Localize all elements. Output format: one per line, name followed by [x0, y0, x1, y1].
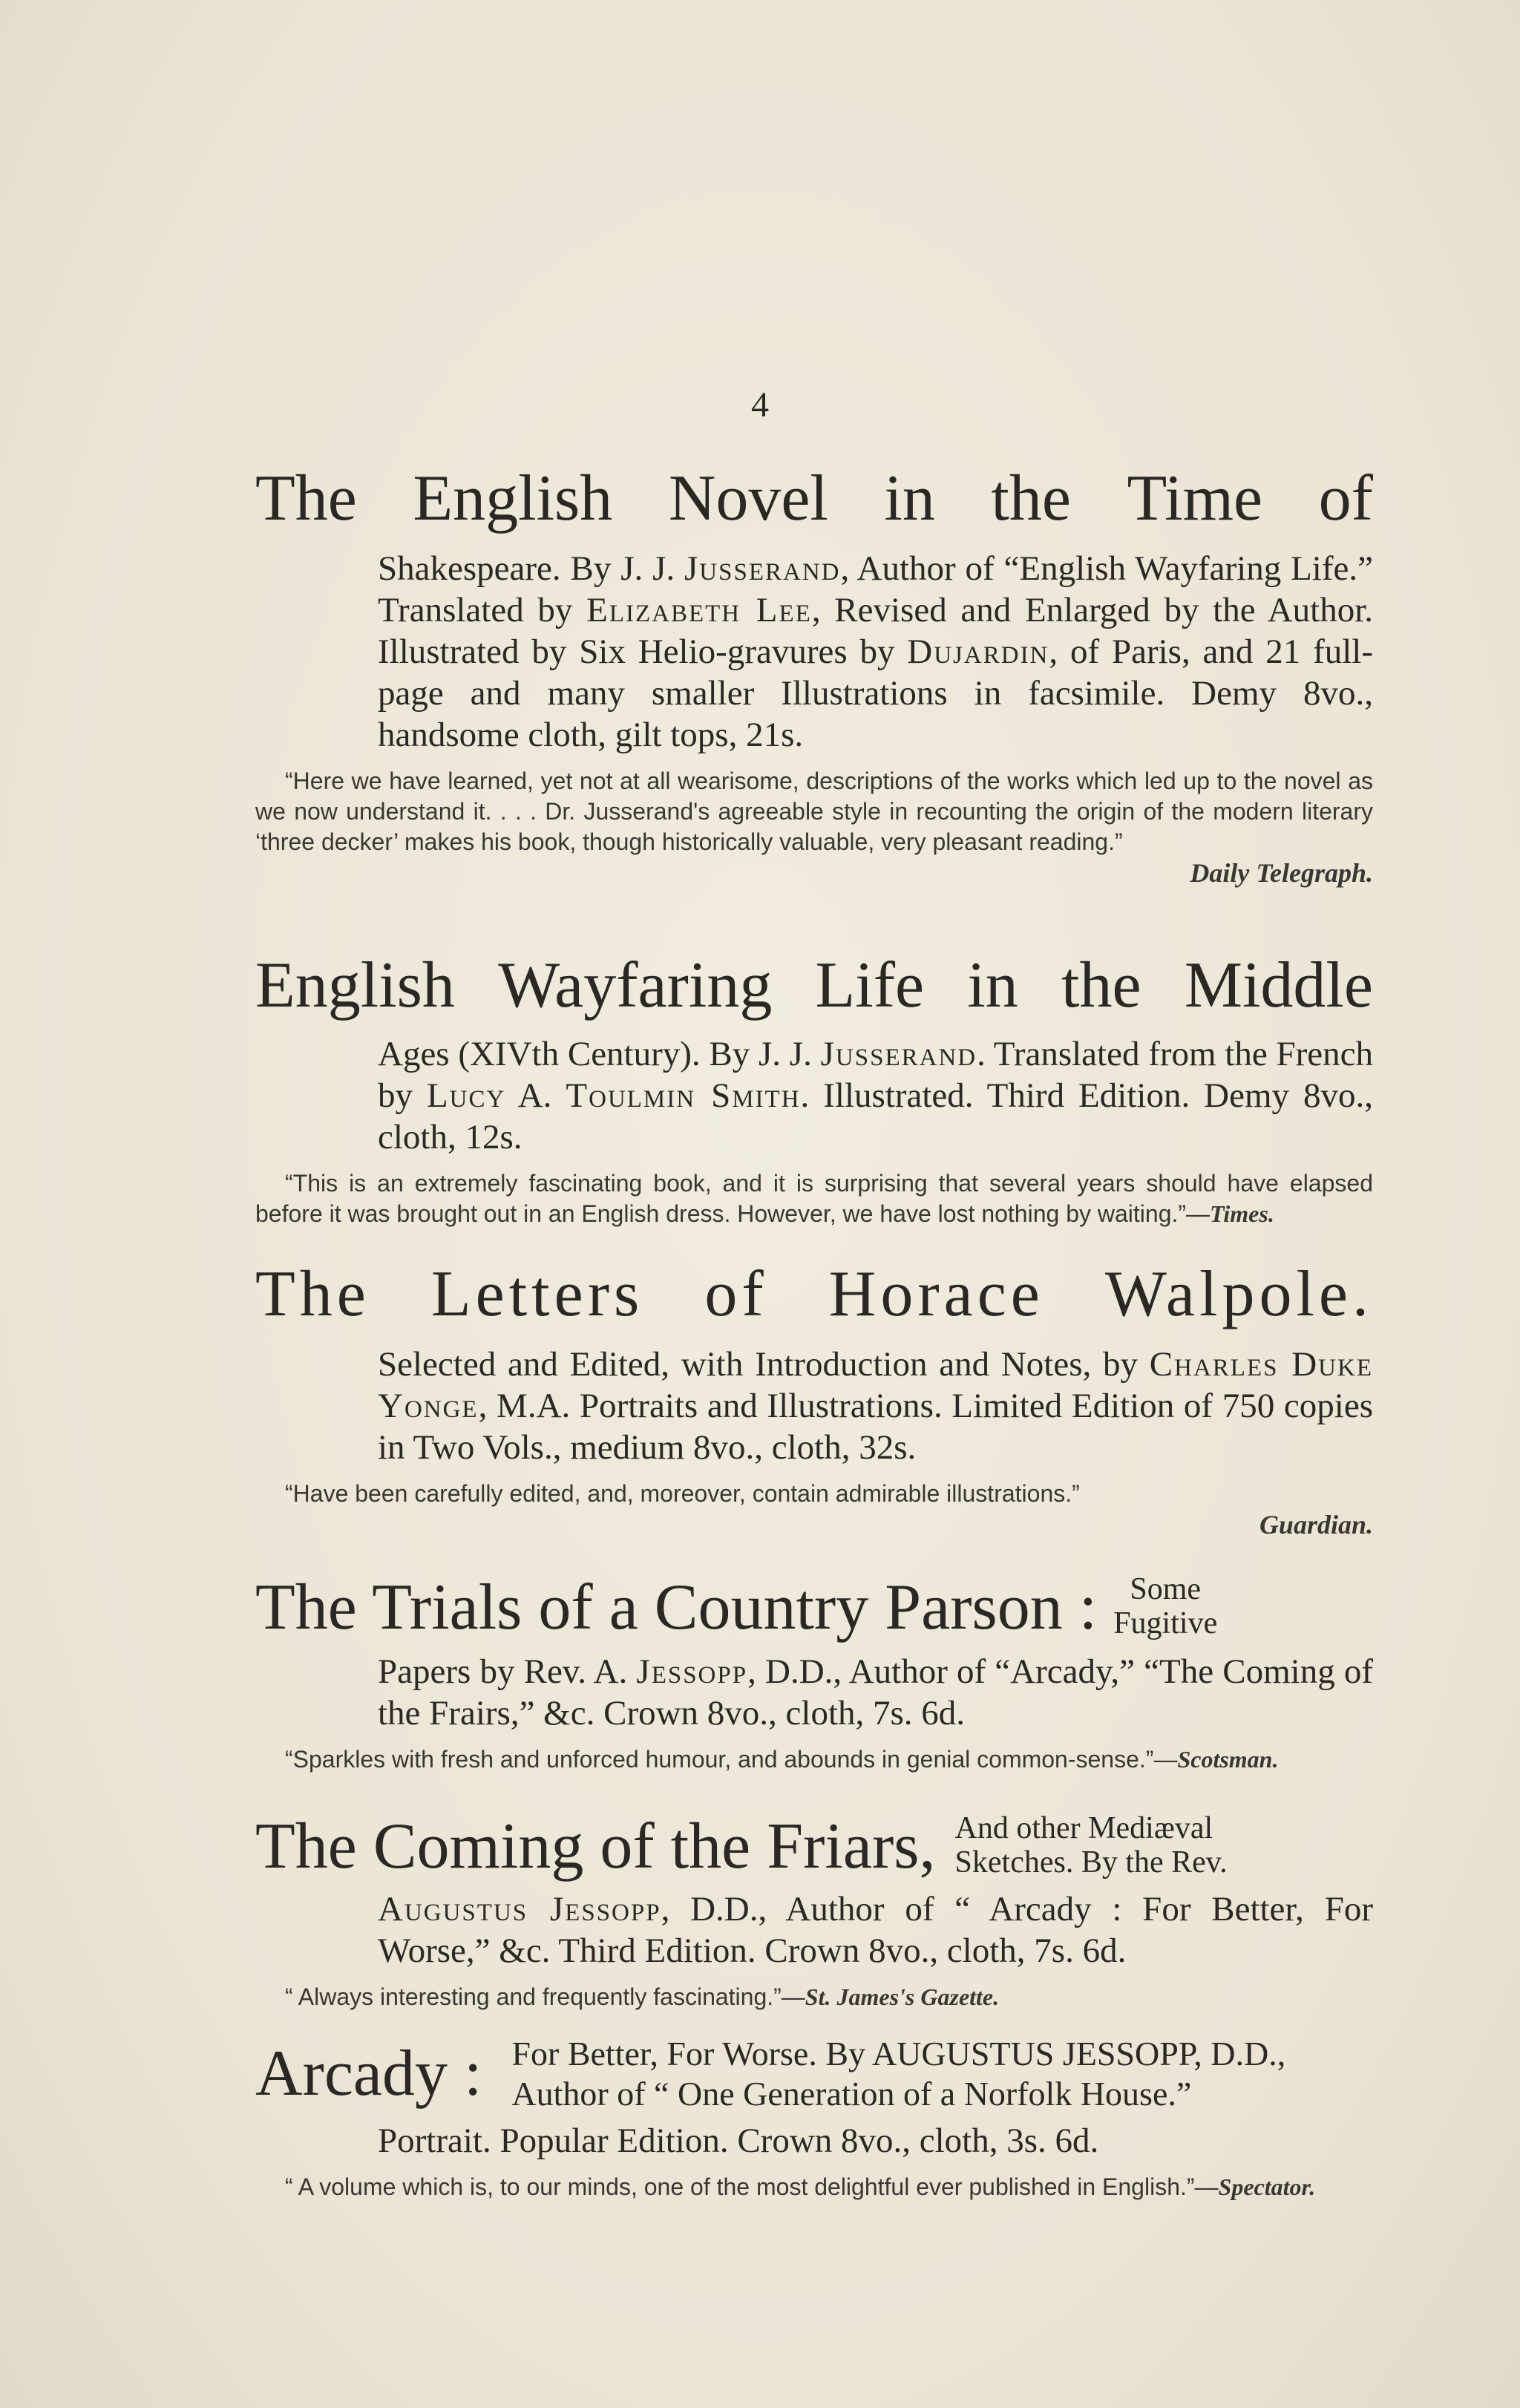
title-word: Walpole. [1104, 1258, 1373, 1330]
title-word: Life [815, 949, 925, 1021]
entry-subtitle [511, 2034, 1285, 2114]
review-text: “Here we have learned, yet not at all wearisome, descriptions of the works which led up to the novel as we now understand it. . . . Dr. Jusserand's agreeable style in recounting the origin of the modern literary ‘three decker’ makes his book, though historically valuable, very pleasant reading.” [255, 768, 1373, 855]
review-quote [255, 1982, 1373, 2012]
review-source: Guardian. [1259, 1510, 1373, 1540]
title-word: the [1061, 949, 1141, 1021]
review-source: Scotsman. [1177, 1746, 1279, 1773]
entry-description: Papers by Rev. A. Jessopp, D.D., Author of “Arcady,” “The Coming of the Frairs,” &c. Crown 8vo., cloth, 7s. 6d. [378, 1652, 1374, 1733]
title-word: the [991, 462, 1071, 534]
entry-description: Selected and Edited, with Introduction and Notes, by Charles Duke Yonge, M.A. Portraits and Illustrations. Limited Edition of 750 copies in Two Vols., medium 8vo., cloth, 32s. [378, 1345, 1373, 1467]
title-word: Wayfaring [498, 949, 773, 1021]
entry-title: The Trials of a Country Parson : [255, 1571, 1098, 1643]
entry-title [255, 1258, 1373, 1330]
review-quote [255, 1479, 1373, 1509]
subtitle-line: Fugitive [1113, 1606, 1218, 1640]
entry-description: Portrait. Popular Edition. Crown 8vo., cloth, 3s. 6d. [378, 2121, 1099, 2160]
title-word: of [1318, 462, 1373, 534]
review-quote [255, 1744, 1373, 1775]
title-word: in [967, 949, 1018, 1021]
review-source: Daily Telegraph. [1190, 858, 1373, 888]
entry-description: Ages (XIVth Century). By J. J. Jusserand. Translated from the French by Lucy A. Toulmin Smith. Illustrated. Third Edition. Demy 8vo., cloth, 12s. [378, 1035, 1374, 1156]
title-word: The [255, 462, 357, 534]
review-text: “Sparkles with fresh and unforced humour, and abounds in genial common-sense.”— [285, 1746, 1178, 1773]
entry-title [255, 949, 1373, 1021]
entry-coming-of-friars [255, 1811, 1373, 2012]
entry-trials-country-parson [255, 1572, 1373, 1775]
title-word: Horace [828, 1258, 1044, 1330]
entry-description: Augustus Jessopp, D.D., Author of “ Arcady : For Better, For Worse,” &c. Third Edition. Crown 8vo., cloth, 7s. 6d. [378, 1890, 1373, 1970]
title-word: of [704, 1258, 768, 1330]
entry-arcady [255, 2034, 1373, 2202]
entry-english-novel [255, 462, 1373, 889]
title-word: Novel [668, 462, 828, 534]
title-word: Time [1127, 462, 1263, 534]
review-text: “Have been carefully edited, and, moreover, contain admirable illustrations.” [285, 1480, 1080, 1507]
title-word: English [413, 462, 613, 534]
entry-heading [255, 2034, 1373, 2114]
review-quote [255, 2172, 1373, 2202]
subtitle-line: Author of “ One Generation of a Norfolk House.” [511, 2075, 1192, 2113]
entry-horace-walpole [255, 1258, 1373, 1540]
page-number: 4 [751, 385, 769, 425]
title-word: in [884, 462, 935, 534]
title-word: English [255, 949, 455, 1021]
entry-title: The Coming of the Friars, [255, 1810, 936, 1882]
title-word: The [255, 1258, 370, 1330]
entry-heading [255, 1810, 1373, 1882]
subtitle-line: And other Mediæval [954, 1811, 1213, 1845]
review-source: St. James's Gazette. [805, 1983, 1000, 2010]
entry-subtitle [955, 1811, 1228, 1879]
review-text: “This is an extremely fascinating book, and it is surprising that several years should have elapsed before it was brought out in an English dress. However, we have lost nothing by waiting.”— [255, 1170, 1373, 1227]
subtitle-line: Some [1130, 1572, 1202, 1606]
review-text: “ A volume which is, to our minds, one of the most delightful ever published in English.”— [285, 2173, 1219, 2200]
subtitle-line: For Better, For Worse. By AUGUSTUS JESSOPP, D.D., [511, 2035, 1286, 2072]
subtitle-line: Sketches. By the Rev. [954, 1845, 1228, 1879]
title-word: Middle [1184, 949, 1373, 1021]
review-quote [255, 1168, 1373, 1229]
entry-description: Shakespeare. By J. J. Jusserand, Author of “English Wayfaring Life.” Translated by Elizabeth Lee, Revised and Enlarged by the Author. Illustrated by Six Helio-gravures by Dujardin, of Paris, and 21 full-page and many smaller Illustrations in facsimile. Demy 8vo., handsome cloth, gilt tops, 21s. [378, 549, 1373, 754]
entry-heading [255, 1571, 1373, 1643]
review-source: Spectator. [1218, 2173, 1316, 2200]
review-quote [255, 766, 1373, 857]
review-text: “ Always interesting and frequently fascinating.”— [285, 1983, 805, 2010]
review-source: Times. [1210, 1200, 1274, 1227]
entry-title: Arcady : [255, 2038, 482, 2110]
entry-title [255, 462, 1373, 534]
entry-subtitle [1113, 1572, 1217, 1640]
entry-english-wayfaring [255, 949, 1374, 1229]
title-word: Letters [430, 1258, 644, 1330]
